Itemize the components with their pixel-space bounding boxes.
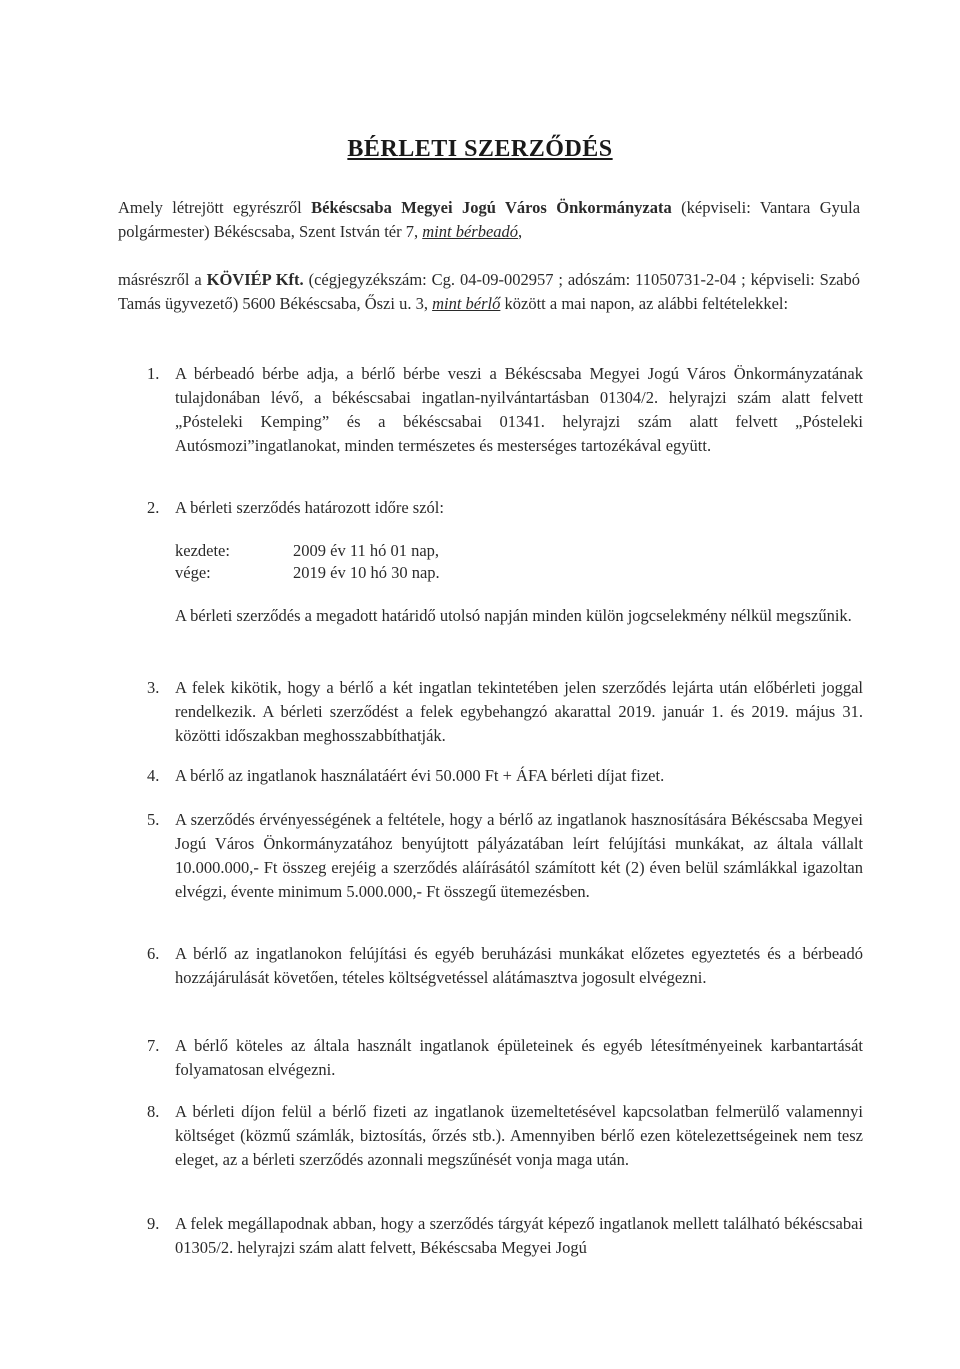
lessor-name: Békéscsaba Megyei Jogú Város Önkormányzata xyxy=(311,198,672,217)
lessor-role: mint bérbeadó xyxy=(422,222,519,241)
intro-text: között a mai napon, az alábbi feltételekkel: xyxy=(500,294,789,313)
document-title: BÉRLETI SZERZŐDÉS xyxy=(347,136,613,162)
clause-text: A bérlő az ingatlanokon felújítási és egyéb beruházási munkákat előzetes egyeztetés és a bérbeadó hozzájárulását követően, tételes költségvetéssel alátámasztva jogosult elvégezni. xyxy=(175,944,863,987)
clause-4 xyxy=(147,764,863,788)
clause-1 xyxy=(147,362,863,458)
clause-text: A felek megállapodnak abban, hogy a szerződés tárgyát képező ingatlanok mellett található békéscsabai 01305/2. helyrajzi szám alatt felvett, Békéscsaba Megyei Jogú xyxy=(175,1214,863,1257)
term-note: A bérleti szerződés a megadott határidő utolsó napján minden külön jogcselekmény nélkül megszűnik. xyxy=(175,606,852,625)
clause-text: A szerződés érvényességének a feltétele, hogy a bérlő az ingatlanok hasznosítására Békéscsaba Megyei Jogú Város Önkormányzatához benyújtott pályázatában leírt felújítási munkákat, az általa vállalt 10.000.000,- Ft összeg erejéig a szerződés aláírásától számított két (2) éven belül számlákkal igazoltan elvégzi, évente minimum 5.000.000,- Ft összegű ütemezésben. xyxy=(175,810,863,901)
clause-text: A bérleti szerződés határozott időre szól: xyxy=(175,498,444,517)
lessee-name: KÖVIÉP Kft. xyxy=(206,270,304,289)
clause-9 xyxy=(147,1212,863,1260)
term-end-value: 2019 év 10 hó 30 nap. xyxy=(293,563,440,582)
intro-text: Amely létrejött egyrészről xyxy=(118,198,312,217)
clause-number: 2. xyxy=(147,498,160,517)
clause-number: 5. xyxy=(147,810,160,829)
clause-3 xyxy=(147,676,863,748)
clause-number: 4. xyxy=(147,766,160,785)
clause-5 xyxy=(147,808,863,904)
intro-text: (cégjegyzékszám: Cg. 04-09-002957 ; adószám: 11050731-2-04 ; képviseli: Szabó Tamás ügyvezető) 5600 Békéscsaba, Őszi u. 3, xyxy=(118,270,860,313)
intro-paragraph-lessor xyxy=(118,196,860,244)
intro-paragraph-lessee xyxy=(118,268,860,316)
clause-text: A felek kikötik, hogy a bérlő a két ingatlan tekintetében jelen szerződés lejárta után előbérleti joggal rendelkezik. A bérleti szerződést a felek egybehangzó akarattal 2019. január 1. és 2019. május 31. közötti időszakban meghosszabbíthatják. xyxy=(175,678,863,745)
term-dates xyxy=(175,540,440,584)
term-start-row xyxy=(175,540,440,562)
clause-number: 9. xyxy=(147,1214,160,1233)
term-start-label: kezdete: xyxy=(175,541,230,560)
intro-text: , xyxy=(518,222,523,241)
clause-8 xyxy=(147,1100,863,1172)
term-end-label: vége: xyxy=(175,563,211,582)
term-start-value: 2009 év 11 hó 01 nap, xyxy=(293,541,440,560)
clause-7 xyxy=(147,1034,863,1082)
clause-6 xyxy=(147,942,863,990)
clause-text: A bérbeadó bérbe adja, a bérlő bérbe veszi a Békéscsaba Megyei Jogú Város Önkormányzatának tulajdonában lévő, a békéscsabai ingatlan-nyilvántartásban 01304/2. helyrajzi szám alatt felvett „Pósteleki Kemping” és a békéscsabai 01341. helyrajzi szám alatt felvett „Pósteleki Autósmozi”ingatlanokat, minden természetes és mesterséges tartozékával együtt. xyxy=(175,364,863,455)
clause-text: A bérleti díjon felül a bérlő fizeti az ingatlanok üzemeltetésével kapcsolatban felmerülő valamennyi költséget (közmű számlák, biztosítás, őrzés stb.). Amennyiben bérlő ezen kötelezettségeinek nem tesz eleget, az a bérleti szerződés azonnali megszűnését vonja maga után. xyxy=(175,1102,863,1169)
intro-text: (képviseli: Vantara Gyula polgármester) Békéscsaba, Szent István tér 7, xyxy=(118,198,861,241)
intro-text: másrészről a xyxy=(118,270,207,289)
clause-text: A bérlő az ingatlanok használatáért évi 50.000 Ft + ÁFA bérleti díjat fizet. xyxy=(175,766,665,785)
clause-text: A bérlő köteles az általa használt ingatlanok épületeinek és egyéb létesítményeinek karbantartását folyamatosan elvégezni. xyxy=(175,1036,863,1079)
clause-number: 6. xyxy=(147,944,160,963)
clause-number: 7. xyxy=(147,1036,160,1055)
clause-number: 1. xyxy=(147,364,160,383)
clause-number: 3. xyxy=(147,678,160,697)
clause-number: 8. xyxy=(147,1102,160,1121)
term-end-row xyxy=(175,562,440,584)
lessee-role: mint bérlő xyxy=(432,294,501,313)
clause-2 xyxy=(147,496,863,520)
